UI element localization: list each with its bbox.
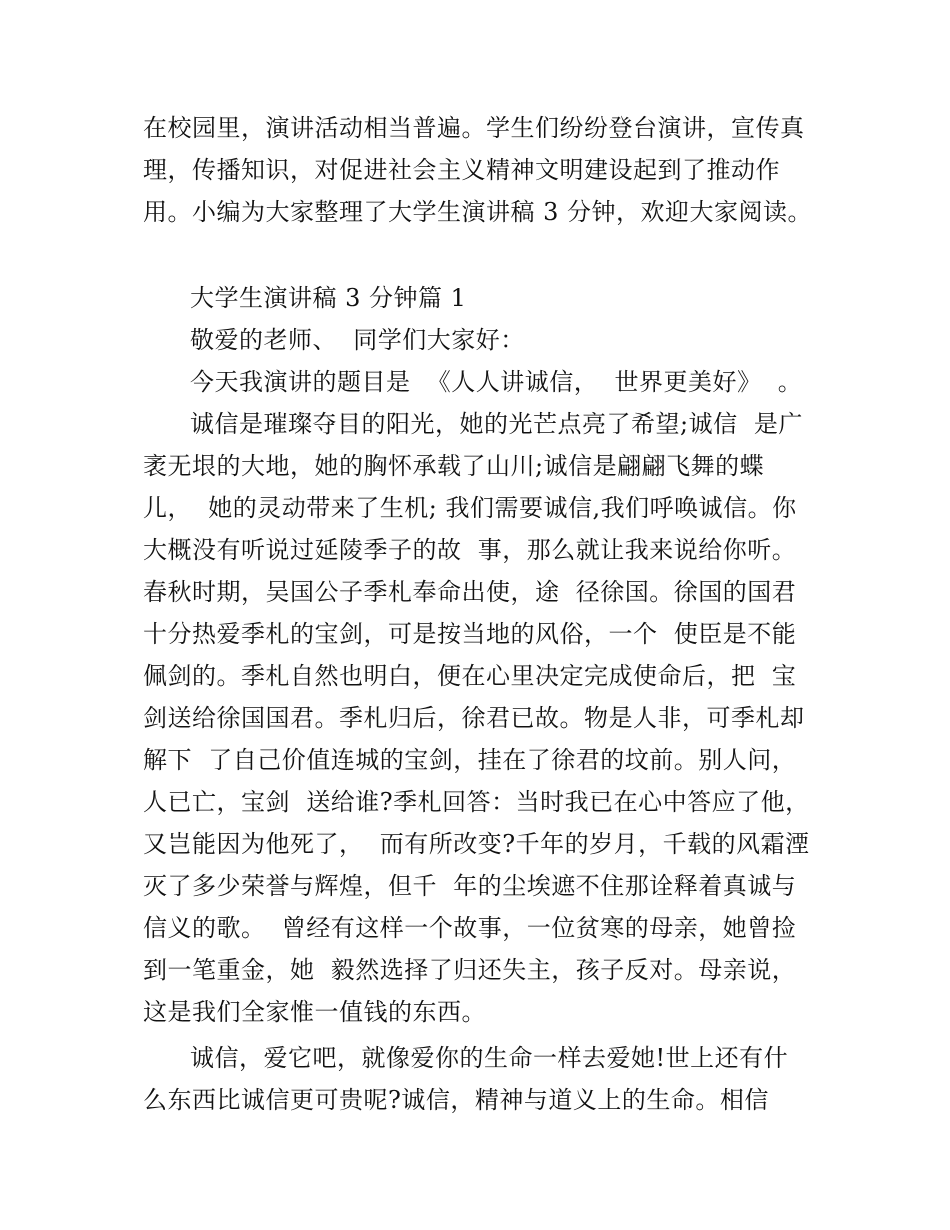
body-line-7: 佩剑的。季札自然也明白，便在心里决定完成使命后，把 宝 [143, 662, 797, 690]
body-line-3: 儿， 她的灵动带来了生机; 我们需要诚信,我们呼唤诚信。你 [143, 494, 797, 522]
body-line-2: 袤无垠的大地，她的胸怀承载了山川;诚信是翩翩飞舞的蝶 [143, 452, 765, 480]
topic-line: 今天我演讲的题目是 《人人讲诚信， 世界更美好》 。 [190, 368, 803, 396]
body-line-8: 剑送给徐国国君。季札归后，徐君已故。物是人非，可季札却 [143, 704, 805, 732]
intro-line-3: 用。小编为大家整理了大学生演讲稿 3 分钟，欢迎大家阅读。 [143, 198, 813, 226]
body-line-13: 信义的歌。 曾经有这样一个故事，一位贫寒的母亲，她曾捡 [143, 914, 797, 942]
body-line-9: 解下 了自己价值连城的宝剑，挂在了徐君的坟前。别人问， [143, 746, 797, 774]
body-line-4: 大概没有听说过延陵季子的故 事，那么就让我来说给你听。 [143, 536, 797, 564]
body-line-6: 十分热爱季札的宝剑，可是按当地的风俗，一个 使臣是不能 [143, 620, 797, 648]
closing-line-1: 诚信，爱它吧，就像爱你的生命一样去爱她!世上还有什 [190, 1044, 789, 1072]
section-heading: 大学生演讲稿 3 分钟篇 1 [190, 284, 467, 312]
body-line-11: 又岂能因为他死了， 而有所改变?千年的岁月，千载的风霜湮 [143, 830, 810, 858]
body-line-1: 诚信是璀璨夺目的阳光，她的光芒点亮了希望;诚信 是广 [190, 410, 803, 438]
closing-line-2: 么东西比诚信更可贵呢?诚信，精神与道义上的生命。相信 [143, 1086, 769, 1114]
body-line-12: 灭了多少荣誉与辉煌，但千 年的尘埃遮不住那诠释着真诚与 [143, 872, 797, 900]
body-line-14: 到一笔重金，她 毅然选择了归还失主，孩子反对。母亲说， [143, 956, 797, 984]
body-line-10: 人已亡，宝剑 送给谁?季札回答：当时我已在心中答应了他， [143, 788, 810, 816]
body-line-15: 这是我们全家惟一值钱的东西。 [143, 998, 486, 1026]
intro-line-2: 理，传播知识，对促进社会主义精神文明建设起到了推动作 [143, 156, 780, 184]
greeting-line: 敬爱的老师、 同学们大家好： [190, 326, 525, 354]
body-line-5: 春秋时期，吴国公子季札奉命出使，途 径徐国。徐国的国君 [143, 578, 797, 606]
intro-line-1: 在校园里，演讲活动相当普遍。学生们纷纷登台演讲，宣传真 [143, 114, 805, 142]
